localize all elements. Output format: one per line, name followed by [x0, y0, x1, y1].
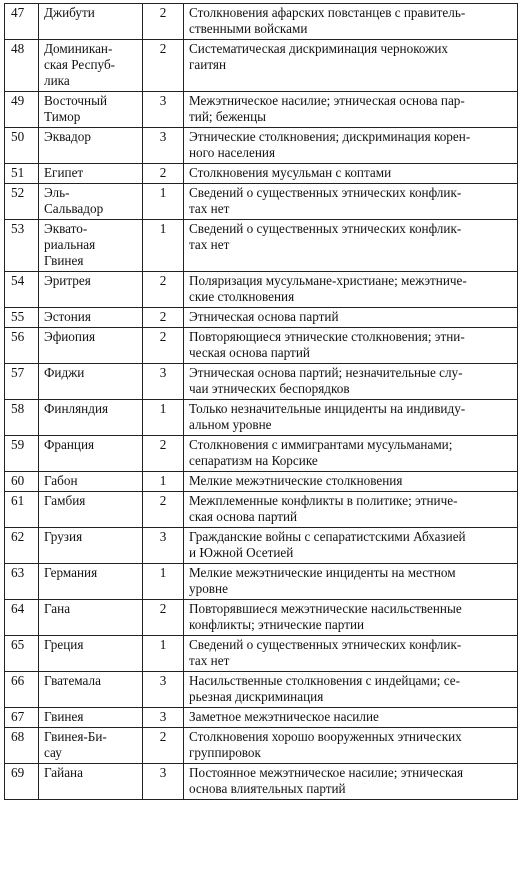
conflict-description: Мелкие межэтнические инциденты на местном уровне [184, 564, 518, 600]
country-name: Эквато- риальная Гвинея [39, 220, 143, 272]
conflict-level: 2 [143, 272, 184, 308]
conflict-level: 3 [143, 528, 184, 564]
country-name: Гвинея [39, 708, 143, 728]
row-number: 62 [5, 528, 39, 564]
conflict-level: 3 [143, 672, 184, 708]
country-name: Грузия [39, 528, 143, 564]
table-row [5, 600, 518, 636]
country-name: Габон [39, 472, 143, 492]
table-row [5, 4, 518, 40]
conflict-level: 3 [143, 364, 184, 400]
conflict-level: 2 [143, 492, 184, 528]
conflict-description: Этническая основа партий [184, 308, 518, 328]
conflict-level: 1 [143, 184, 184, 220]
country-name: Эритрея [39, 272, 143, 308]
table-row [5, 764, 518, 800]
table-row [5, 128, 518, 164]
table-row [5, 92, 518, 128]
table-row [5, 328, 518, 364]
row-number: 65 [5, 636, 39, 672]
row-number: 60 [5, 472, 39, 492]
conflict-level: 2 [143, 436, 184, 472]
conflict-description: Повторяющиеся этнические столкновения; этни- ческая основа партий [184, 328, 518, 364]
country-name: Восточный Тимор [39, 92, 143, 128]
row-number: 67 [5, 708, 39, 728]
table-row [5, 528, 518, 564]
country-name: Гана [39, 600, 143, 636]
row-number: 53 [5, 220, 39, 272]
table-row [5, 472, 518, 492]
conflict-level: 2 [143, 308, 184, 328]
conflict-description: Этнические столкновения; дискриминация корен- ного населения [184, 128, 518, 164]
conflict-level: 1 [143, 220, 184, 272]
country-name: Джибути [39, 4, 143, 40]
conflict-level: 3 [143, 764, 184, 800]
row-number: 58 [5, 400, 39, 436]
country-name: Доминикан- ская Респуб- лика [39, 40, 143, 92]
country-name: Эквадор [39, 128, 143, 164]
row-number: 57 [5, 364, 39, 400]
row-number: 63 [5, 564, 39, 600]
country-name: Гайана [39, 764, 143, 800]
country-name: Греция [39, 636, 143, 672]
conflict-description: Только незначительные инциденты на индивиду- альном уровне [184, 400, 518, 436]
conflict-level: 3 [143, 128, 184, 164]
row-number: 54 [5, 272, 39, 308]
country-name: Гватемала [39, 672, 143, 708]
conflict-description: Систематическая дискриминация чернокожих гаитян [184, 40, 518, 92]
country-name: Эфиопия [39, 328, 143, 364]
conflict-description: Заметное межэтническое насилие [184, 708, 518, 728]
conflict-description: Столкновения мусульман с коптами [184, 164, 518, 184]
conflict-level: 1 [143, 564, 184, 600]
conflict-level: 2 [143, 164, 184, 184]
country-name: Гамбия [39, 492, 143, 528]
row-number: 55 [5, 308, 39, 328]
conflict-level: 3 [143, 708, 184, 728]
table-row [5, 636, 518, 672]
row-number: 69 [5, 764, 39, 800]
conflict-description: Постоянное межэтническое насилие; этническая основа влиятельных партий [184, 764, 518, 800]
conflict-description: Столкновения с иммигрантами мусульманами; сепаратизм на Корсике [184, 436, 518, 472]
conflict-level: 1 [143, 472, 184, 492]
country-name: Германия [39, 564, 143, 600]
conflict-description: Межплеменные конфликты в политике; этниче- ская основа партий [184, 492, 518, 528]
table-body [5, 4, 518, 800]
table-row [5, 436, 518, 472]
table-row [5, 400, 518, 436]
country-name: Эль- Сальвадор [39, 184, 143, 220]
conflict-description: Межэтническое насилие; этническая основа пар- тий; беженцы [184, 92, 518, 128]
country-name: Гвинея-Би- сау [39, 728, 143, 764]
row-number: 64 [5, 600, 39, 636]
conflict-description: Столкновения хорошо вооруженных этнических группировок [184, 728, 518, 764]
conflict-level: 2 [143, 4, 184, 40]
conflict-level: 1 [143, 400, 184, 436]
conflict-description: Насильственные столкновения с индейцами; се- рьезная дискриминация [184, 672, 518, 708]
row-number: 49 [5, 92, 39, 128]
country-name: Эстония [39, 308, 143, 328]
row-number: 56 [5, 328, 39, 364]
conflict-description: Этническая основа партий; незначительные слу- чаи этнических беспорядков [184, 364, 518, 400]
table-row [5, 272, 518, 308]
conflict-description: Мелкие межэтнические столкновения [184, 472, 518, 492]
country-name: Египет [39, 164, 143, 184]
country-name: Финляндия [39, 400, 143, 436]
table-row [5, 564, 518, 600]
conflict-description: Сведений о существенных этнических конфлик- тах нет [184, 220, 518, 272]
table-row [5, 728, 518, 764]
row-number: 68 [5, 728, 39, 764]
conflict-level: 1 [143, 636, 184, 672]
ethnic-conflict-table [4, 3, 518, 800]
row-number: 47 [5, 4, 39, 40]
table-row [5, 492, 518, 528]
row-number: 50 [5, 128, 39, 164]
conflict-description: Сведений о существенных этнических конфлик- тах нет [184, 636, 518, 672]
conflict-level: 2 [143, 600, 184, 636]
row-number: 66 [5, 672, 39, 708]
conflict-description: Поляризация мусульмане-христиане; межэтниче- ские столкновения [184, 272, 518, 308]
conflict-level: 3 [143, 92, 184, 128]
table-row [5, 672, 518, 708]
conflict-level: 2 [143, 40, 184, 92]
conflict-description: Повторявшиеся межэтнические насильственные конфликты; этнические партии [184, 600, 518, 636]
conflict-level: 2 [143, 328, 184, 364]
row-number: 61 [5, 492, 39, 528]
conflict-level: 2 [143, 728, 184, 764]
table-row [5, 708, 518, 728]
conflict-description: Столкновения афарских повстанцев с правитель- ственными войсками [184, 4, 518, 40]
country-name: Франция [39, 436, 143, 472]
table-row [5, 364, 518, 400]
conflict-description: Сведений о существенных этнических конфлик- тах нет [184, 184, 518, 220]
row-number: 59 [5, 436, 39, 472]
table-row [5, 220, 518, 272]
country-name: Фиджи [39, 364, 143, 400]
row-number: 52 [5, 184, 39, 220]
table-row [5, 308, 518, 328]
row-number: 51 [5, 164, 39, 184]
table-row [5, 40, 518, 92]
conflict-description: Гражданские войны с сепаратистскими Абхазией и Южной Осетией [184, 528, 518, 564]
table-row [5, 184, 518, 220]
table-row [5, 164, 518, 184]
row-number: 48 [5, 40, 39, 92]
